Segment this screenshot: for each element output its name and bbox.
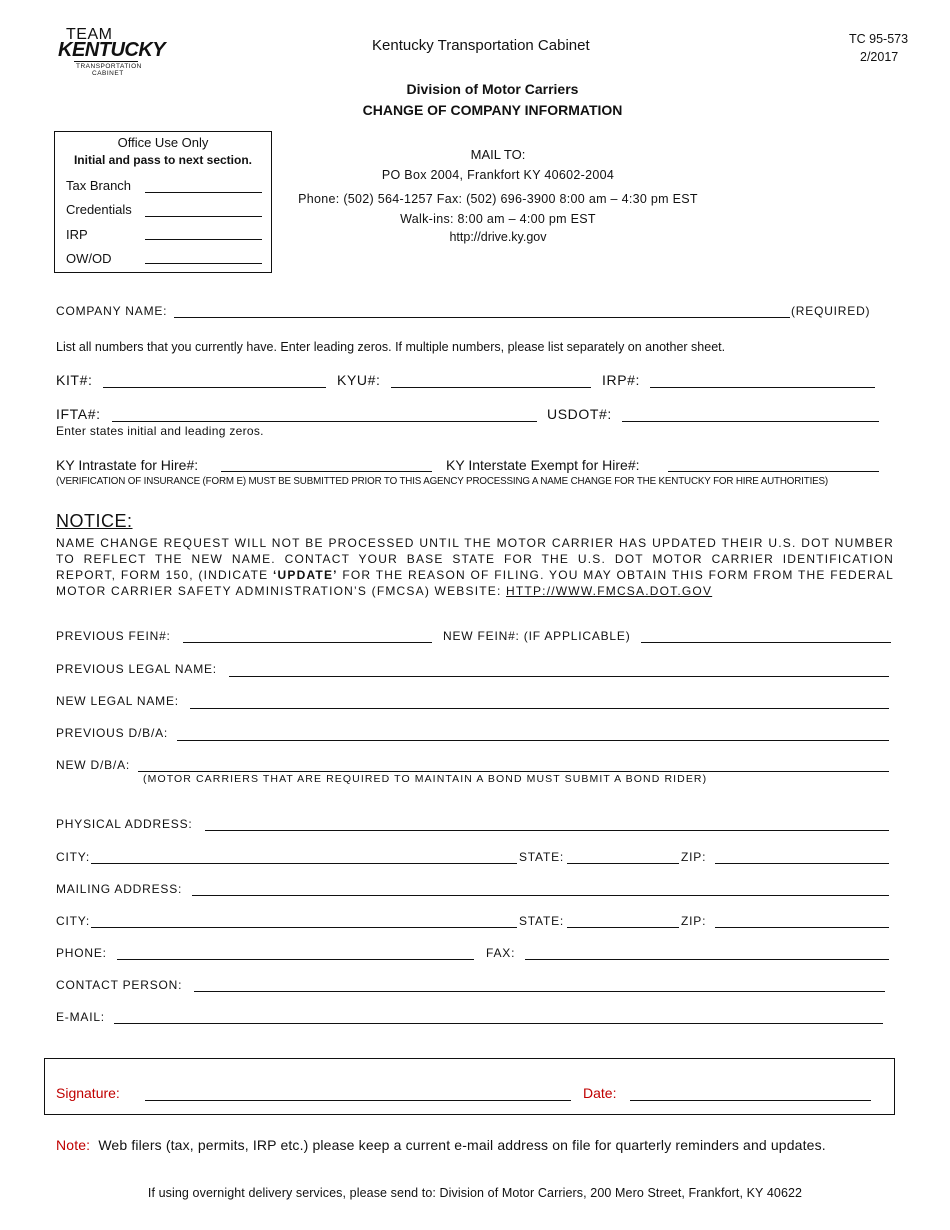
note-line: [56, 1137, 826, 1153]
logo-sub-text-2: CABINET: [92, 70, 124, 77]
ifta-label: IFTA#:: [56, 406, 101, 422]
form-title: CHANGE OF COMPANY INFORMATION: [362, 102, 623, 118]
usdot-label: USDOT#:: [547, 406, 612, 422]
mailing-address-label: MAILING ADDRESS:: [56, 882, 183, 896]
city-field-2[interactable]: [91, 927, 517, 928]
state-field-1[interactable]: [567, 863, 679, 864]
bond-note: (MOTOR CARRIERS THAT ARE REQUIRED TO MAINTAIN A BOND MUST SUBMIT A BOND RIDER): [143, 773, 708, 785]
prev-fein-field[interactable]: [183, 642, 432, 643]
verification-note: (VERIFICATION OF INSURANCE (FORM E) MUST BE SUBMITTED PRIOR TO THIS AGENCY PROCESSING A NAME CHANGE FOR THE KENTUCKY FOR HIRE AUTHORITIES): [56, 476, 829, 487]
logo-team-text: TEAM: [66, 26, 113, 43]
office-use-instruction: Initial and pass to next section.: [73, 153, 253, 167]
footer-overnight: If using overnight delivery services, please send to: Division of Motor Carriers, 200 Mero Street, Frankfort, KY 40622: [147, 1186, 803, 1200]
company-name-field[interactable]: [174, 317, 790, 318]
logo-sub-text-1: TRANSPORTATION: [76, 63, 142, 70]
usdot-field[interactable]: [622, 421, 879, 422]
ky-interstate-field[interactable]: [668, 471, 879, 472]
date-label: Date:: [583, 1085, 617, 1101]
new-dba-label: NEW D/B/A:: [56, 758, 131, 772]
irp-label: IRP#:: [602, 372, 641, 388]
city-field-1[interactable]: [91, 863, 517, 864]
ky-intrastate-field[interactable]: [221, 471, 432, 472]
physical-address-field[interactable]: [205, 830, 889, 831]
note-text: Web filers (tax, permits, IRP etc.) please keep a current e-mail address on file for quarterly reminders and updates.: [98, 1137, 826, 1153]
prev-dba-label: PREVIOUS D/B/A:: [56, 726, 169, 740]
fmcsa-link[interactable]: HTTP://WWW.FMCSA.DOT.GOV: [506, 584, 713, 598]
office-use-box: [54, 131, 272, 273]
office-line-tax-branch[interactable]: [145, 192, 262, 193]
ifta-note: Enter states initial and leading zeros.: [56, 424, 264, 438]
notice-heading: NOTICE:: [56, 511, 133, 531]
zip-label-2: ZIP:: [681, 914, 707, 928]
phone-field[interactable]: [117, 959, 474, 960]
new-fein-field[interactable]: [641, 642, 891, 643]
new-fein-label: NEW FEIN#: (IF APPLICABLE): [443, 629, 631, 643]
notice-text-a: NAME CHANGE REQUEST WILL NOT BE PROCESSED UNTIL THE MOTOR CARRIER HAS UPDATED THEIR U.S. DOT NUMBER TO REFLECT THE NEW NAME. CONTACT YOUR BASE STATE FOR THE U.S. DOT MOTOR CARRIER IDENTIFICATION REPORT, FORM 150, (INDICATE: [56, 536, 894, 582]
prev-legal-name-field[interactable]: [229, 676, 889, 677]
state-label-2: STATE:: [519, 914, 565, 928]
zip-field-1[interactable]: [715, 863, 889, 864]
numbers-instruction: List all numbers that you currently have. Enter leading zeros. If multiple numbers, please list separately on another sheet.: [56, 340, 726, 354]
fax-label: FAX:: [486, 946, 516, 960]
division-title: Division of Motor Carriers: [406, 81, 579, 97]
ky-intrastate-label: KY Intrastate for Hire#:: [56, 457, 199, 473]
logo-rule: [74, 61, 138, 62]
signature-field[interactable]: [145, 1100, 571, 1101]
kyu-label: KYU#:: [337, 372, 381, 388]
note-label: Note:: [56, 1137, 91, 1153]
office-row-tax-branch: Tax Branch: [66, 178, 132, 193]
prev-dba-field[interactable]: [177, 740, 889, 741]
form-number: TC 95-573: [849, 32, 909, 46]
agency-name: Kentucky Transportation Cabinet: [372, 37, 590, 54]
phone-label: PHONE:: [56, 946, 107, 960]
team-kentucky-logo: [58, 26, 166, 79]
ifta-field[interactable]: [112, 421, 537, 422]
mailing-address-field[interactable]: [192, 895, 889, 896]
prev-legal-name-label: PREVIOUS LEGAL NAME:: [56, 662, 217, 676]
state-label-1: STATE:: [519, 850, 565, 864]
required-tag: (REQUIRED): [791, 304, 871, 318]
kyu-field[interactable]: [391, 387, 591, 388]
zip-label-1: ZIP:: [681, 850, 707, 864]
new-legal-name-field[interactable]: [190, 708, 889, 709]
signature-box: [44, 1058, 895, 1115]
office-use-title: Office Use Only: [117, 135, 209, 150]
mail-website[interactable]: http://drive.ky.gov: [449, 230, 547, 244]
email-label: E-MAIL:: [56, 1010, 105, 1024]
mail-phone: Phone: (502) 564-1257 Fax: (502) 696-3900 8:00 am – 4:30 pm EST: [298, 192, 698, 206]
notice-update-word: ‘UPDATE’: [272, 568, 338, 582]
mail-walkins: Walk-ins: 8:00 am – 4:00 pm EST: [400, 212, 596, 226]
office-row-owod: OW/OD: [66, 251, 112, 266]
contact-person-field[interactable]: [194, 991, 885, 992]
notice-body: [56, 535, 894, 599]
physical-address-label: PHYSICAL ADDRESS:: [56, 817, 193, 831]
date-field[interactable]: [630, 1100, 871, 1101]
mail-address: PO Box 2004, Frankfort KY 40602-2004: [381, 168, 615, 182]
office-line-credentials[interactable]: [145, 216, 262, 217]
signature-label: Signature:: [56, 1085, 120, 1101]
fax-field[interactable]: [525, 959, 889, 960]
irp-field[interactable]: [650, 387, 875, 388]
kit-field[interactable]: [103, 387, 326, 388]
office-line-irp[interactable]: [145, 239, 262, 240]
ky-interstate-label: KY Interstate Exempt for Hire#:: [446, 457, 640, 473]
city-label-1: CITY:: [56, 850, 91, 864]
office-row-credentials: Credentials: [66, 202, 132, 217]
zip-field-2[interactable]: [715, 927, 889, 928]
office-row-irp: IRP: [66, 227, 88, 242]
new-legal-name-label: NEW LEGAL NAME:: [56, 694, 179, 708]
mail-to-label: MAIL TO:: [470, 147, 526, 162]
state-field-2[interactable]: [567, 927, 679, 928]
email-field[interactable]: [114, 1023, 883, 1024]
prev-fein-label: PREVIOUS FEIN#:: [56, 629, 171, 643]
city-label-2: CITY:: [56, 914, 91, 928]
new-dba-field[interactable]: [138, 771, 889, 772]
kit-label: KIT#:: [56, 372, 93, 388]
company-name-label: COMPANY NAME:: [56, 304, 168, 318]
office-line-owod[interactable]: [145, 263, 262, 264]
logo-kentucky-text: KENTUCKY: [58, 39, 166, 61]
form-date: 2/2017: [860, 50, 899, 64]
notice-text-b: FOR THE REASON OF FILING. YOU MAY OBTAIN THIS FORM FROM THE FEDERAL MOTOR CARRIER SAFETY ADMINISTRATION’S (FMCSA) WEBSITE:: [56, 568, 894, 598]
contact-person-label: CONTACT PERSON:: [56, 978, 183, 992]
